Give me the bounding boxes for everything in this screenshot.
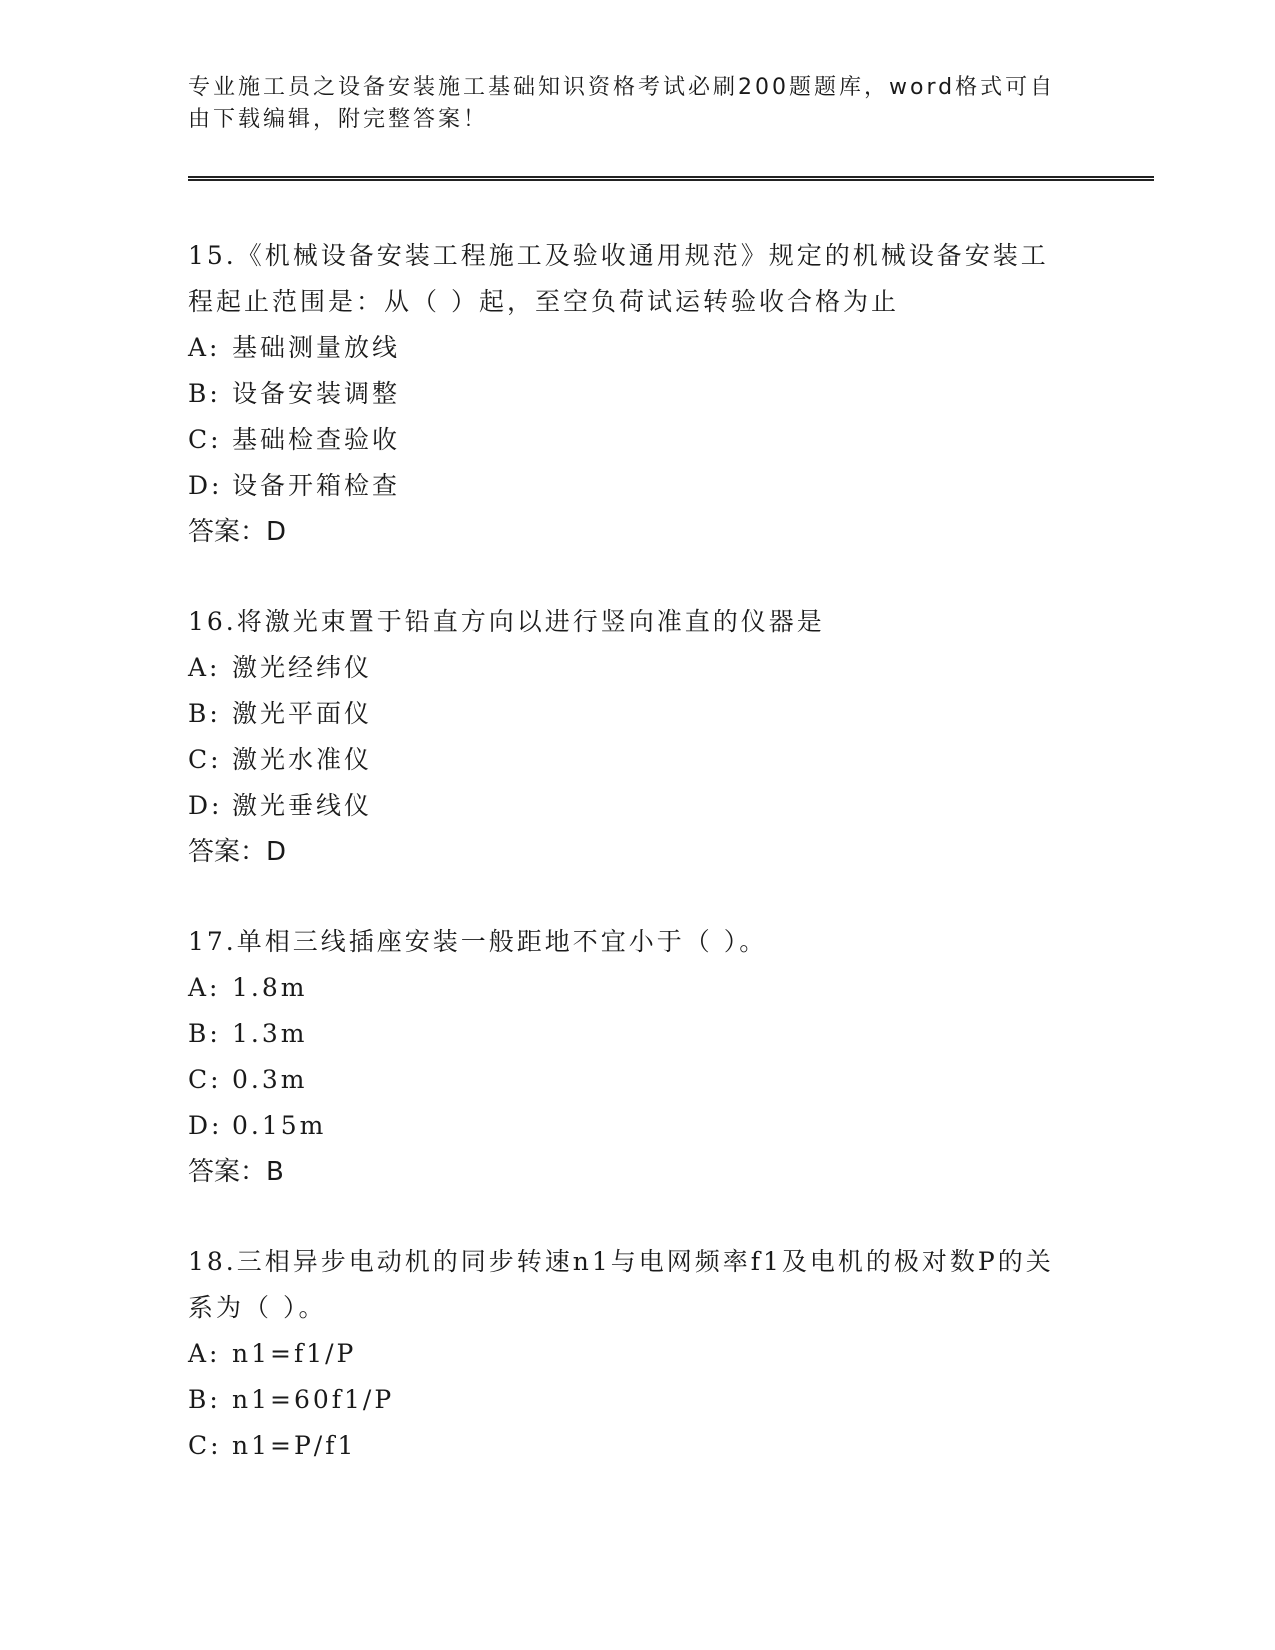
option-key: C:	[188, 745, 222, 774]
option-key: B:	[188, 1019, 221, 1048]
option-text: 基础检查验收	[232, 425, 401, 454]
option-c	[188, 417, 1148, 463]
option-key: B:	[188, 379, 221, 408]
question-17	[188, 919, 1148, 1195]
option-text: 激光水准仪	[232, 745, 373, 774]
question-15	[188, 233, 1148, 555]
option-text: 基础测量放线	[232, 333, 401, 362]
option-b	[188, 691, 1148, 737]
option-b	[188, 1377, 1148, 1423]
option-key: C:	[188, 1065, 222, 1094]
option-key: D:	[188, 471, 223, 500]
question-18	[188, 1239, 1148, 1469]
question-list	[188, 233, 1148, 1469]
option-a	[188, 965, 1148, 1011]
document-header: 专业施工员之设备安装施工基础知识资格考试必刷200题题库，word格式可自由下载编辑，附完整答案！	[188, 75, 1056, 132]
question-stem: 16.将激光束置于铅直方向以进行竖向准直的仪器是	[188, 607, 825, 636]
answer-line: 答案：B	[188, 1157, 284, 1187]
option-key: C:	[188, 425, 222, 454]
option-text: 1.3m	[232, 1019, 308, 1048]
option-text: n1=P/f1	[232, 1431, 357, 1460]
option-c	[188, 737, 1148, 783]
question-stem: 17.单相三线插座安装一般距地不宜小于（ ）。	[188, 927, 768, 956]
option-key: D:	[188, 791, 223, 820]
option-b	[188, 1011, 1148, 1057]
header-double-rule	[188, 176, 1154, 181]
option-a	[188, 1331, 1148, 1377]
option-c	[188, 1057, 1148, 1103]
answer-line: 答案：D	[188, 837, 287, 867]
option-text: n1=f1/P	[232, 1339, 357, 1368]
question-stem: 18.三相异步电动机的同步转速n1与电网频率f1及电机的极对数P的关系为（ ）。	[188, 1247, 1054, 1322]
option-a	[188, 645, 1148, 691]
option-text: 设备安装调整	[232, 379, 401, 408]
option-b	[188, 371, 1148, 417]
option-key: A:	[188, 653, 221, 682]
option-a	[188, 325, 1148, 371]
option-text: 0.3m	[232, 1065, 308, 1094]
option-text: 0.15m	[232, 1111, 327, 1140]
option-key: A:	[188, 1339, 221, 1368]
option-key: A:	[188, 333, 221, 362]
option-key: B:	[188, 1385, 221, 1414]
option-d	[188, 463, 1148, 509]
option-text: 激光平面仪	[232, 699, 373, 728]
document-page	[188, 72, 1148, 1513]
answer-line: 答案：D	[188, 517, 287, 547]
option-key: A:	[188, 973, 221, 1002]
option-text: n1=60f1/P	[232, 1385, 395, 1414]
question-16	[188, 599, 1148, 875]
option-text: 1.8m	[232, 973, 308, 1002]
option-key: B:	[188, 699, 221, 728]
option-d	[188, 783, 1148, 829]
option-text: 设备开箱检查	[232, 471, 401, 500]
option-key: C:	[188, 1431, 222, 1460]
option-text: 激光垂线仪	[232, 791, 373, 820]
option-key: D:	[188, 1111, 223, 1140]
option-c	[188, 1423, 1148, 1469]
option-d	[188, 1103, 1148, 1149]
question-stem: 15.《机械设备安装工程施工及验收通用规范》规定的机械设备安装工程起止范围是：从（ ）起，至空负荷试运转验收合格为止	[188, 241, 1049, 316]
option-text: 激光经纬仪	[232, 653, 373, 682]
